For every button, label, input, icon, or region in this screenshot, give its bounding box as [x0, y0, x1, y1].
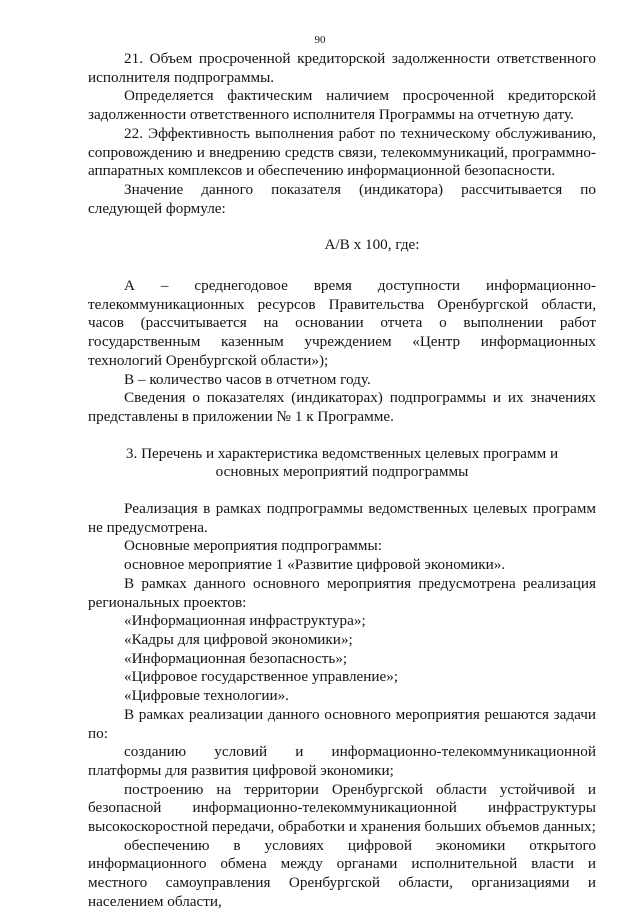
- paragraph-formula-intro: Значение данного показателя (индикатора) рассчитывается по следующей формуле:: [88, 180, 596, 217]
- list-item-project: «Информационная безопасность»;: [124, 649, 348, 667]
- paragraph-task-infrastructure: построению на территории Оренбургской области устойчивой и безопасной информационно-телекоммуникационной инфраструктуры высокоскоростной передачи, обработки и хранения больших объемов данных;: [88, 780, 596, 836]
- document-body: [88, 50, 596, 912]
- paragraph-target-programs: Реализация в рамках подпрограммы ведомственных целевых программ не предусмотрена.: [88, 500, 596, 536]
- paragraph-indicator-22: 22. Эффективность выполнения работ по техническому обслуживанию, сопровождению и внедрению средств связи, телекоммуникаций, программно-аппаратных комплексов и обеспечению информационной безопасности.: [88, 124, 596, 180]
- paragraph-task-information-exchange: обеспечению в условиях цифровой экономики открытого информационного обмена между органами исполнительной власти и местного самоуправления Оренбургской области, организациями и населением области,: [88, 836, 596, 910]
- paragraph-indicator-21: 21. Объем просроченной кредиторской задолженности ответственного исполнителя подпрограммы.: [88, 50, 596, 86]
- paragraph-variable-b: В – количество часов в отчетном году.: [124, 370, 371, 388]
- list-item-project: «Цифровое государственное управление»;: [124, 668, 399, 686]
- paragraph-variable-a: А – среднегодовое время доступности информационно-телекоммуникационных ресурсов Правительства Оренбургской области, часов (рассчитывается на основании отчета о выполнении работ государственным казенным учреждением «Центр информационных технологий Оренбургской области»);: [88, 277, 596, 369]
- formula: А/В х 100, где:: [324, 236, 420, 254]
- paragraph-main-activities: Основные мероприятия подпрограммы:: [124, 537, 382, 555]
- paragraph-task-platform: созданию условий и информационно-телекоммуникационной платформы для развития цифровой экономики;: [88, 743, 596, 779]
- paragraph-indicator-21-definition: Определяется фактическим наличием просроченной кредиторской задолженности ответственного исполнителя Программы на отчетную дату.: [88, 87, 596, 124]
- paragraph-tasks-intro: В рамках реализации данного основного мероприятия решаются задачи по:: [88, 705, 596, 742]
- list-item-project: «Информационная инфраструктура»;: [124, 612, 366, 630]
- paragraph-indicators-reference: Сведения о показателях (индикаторах) подпрограммы и их значениях представлены в приложении № 1 к Программе.: [88, 389, 596, 425]
- paragraph-regional-projects: В рамках данного основного мероприятия предусмотрена реализация региональных проектов:: [88, 574, 596, 611]
- section-heading-line-2: основных мероприятий подпрограммы: [215, 463, 469, 481]
- list-item-project: «Кадры для цифровой экономики»;: [124, 630, 353, 648]
- page-number: 90: [314, 34, 326, 46]
- paragraph-main-activity-1: основное мероприятие 1 «Развитие цифровой экономики».: [124, 556, 506, 574]
- list-item-project: «Цифровые технологии».: [124, 687, 289, 705]
- section-heading-line-1: 3. Перечень и характеристика ведомственных целевых программ и: [125, 444, 559, 462]
